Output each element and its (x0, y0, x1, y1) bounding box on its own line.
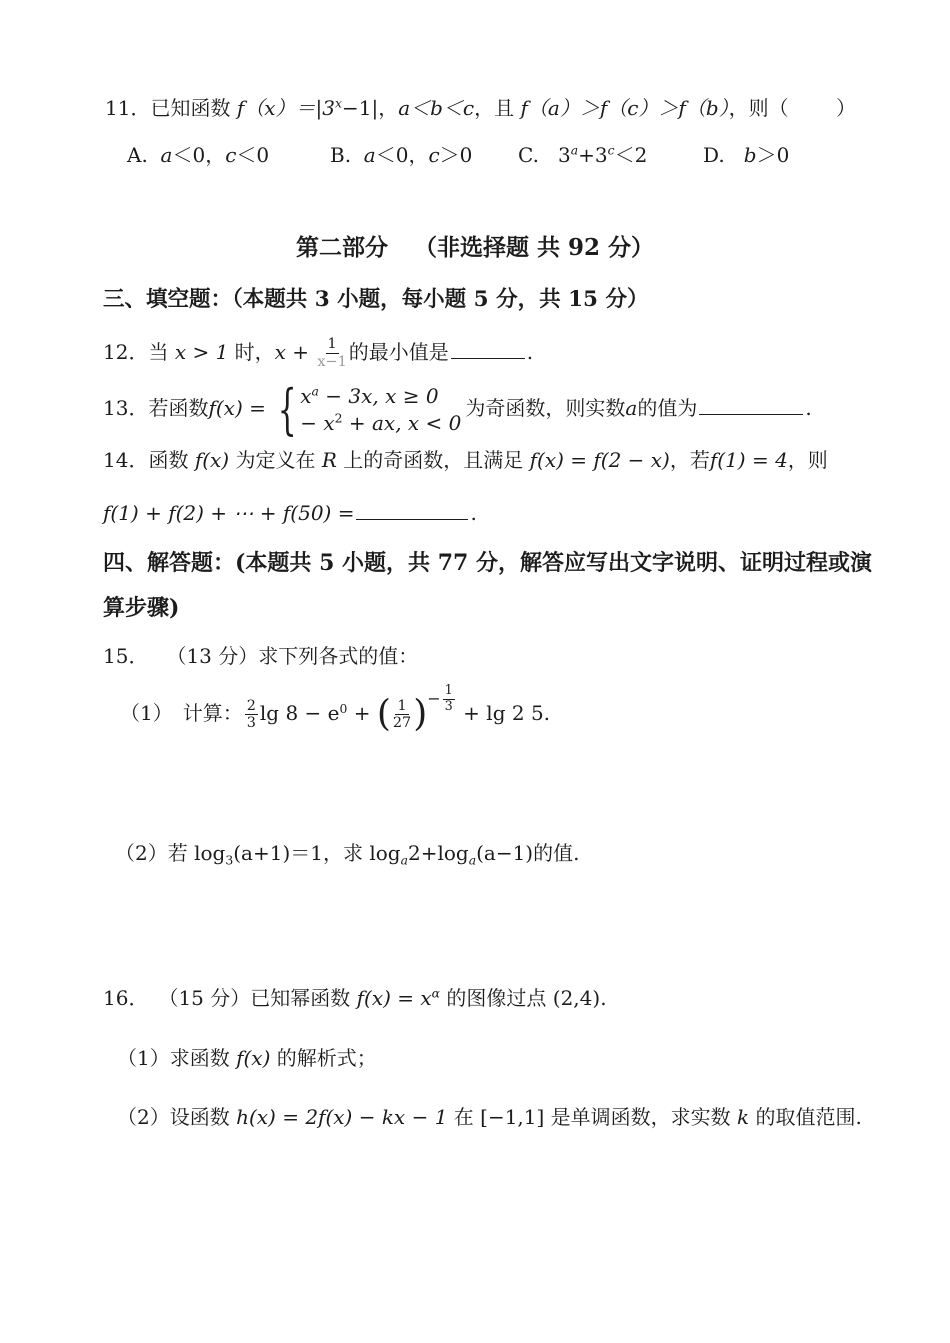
q12-answer-blank (451, 336, 525, 359)
q15-part2-text-b: (a+1)＝1，求 log (233, 841, 401, 865)
q15-part1-fraction-numerator: 2 (246, 697, 256, 714)
q13-text-3: 的值为 (637, 396, 698, 420)
q15-stem (103, 641, 418, 671)
q11-exponent: x (334, 95, 342, 111)
section3-heading-text: 三、填空题：（本题共 3 小题，每小题 5 分，共 15 分） (103, 287, 649, 312)
q14-relation: f(x) = f(2 − x) (529, 448, 670, 472)
q11-answer-paren-close (836, 93, 856, 123)
q11-option-b (330, 140, 472, 170)
q14-text-1: 函数 (148, 448, 195, 472)
q15-part1-exponent-denominator: 3 (444, 698, 453, 714)
q13-case-1-rest: − 3x, x ≥ 0 (318, 383, 439, 408)
q11-function-end: −1|， (341, 96, 399, 120)
option-a-rel-2: ＜0 (236, 143, 270, 167)
q14-stem-line2 (103, 497, 477, 528)
q15-part1-fraction (245, 698, 258, 732)
q12-end: . (526, 340, 534, 364)
q15-part2-sub-2: a (400, 852, 408, 868)
q12-text-3: 的最小值是 (348, 340, 449, 364)
option-a-var-2: c (225, 143, 237, 167)
q14-text-3: 上的奇函数，且满足 (336, 448, 530, 472)
option-c-sup-2: c (607, 142, 615, 158)
q13-text-1: 若函数 (148, 396, 209, 420)
option-c-label: C. (518, 143, 539, 167)
q13-case-1-sup: a (311, 383, 319, 399)
q16-text-1: 的图像过点 (440, 986, 553, 1010)
q12-fraction (317, 336, 346, 370)
q13-text-2: 为奇函数，则实数 (465, 396, 626, 420)
option-c-tail: ＜2 (614, 143, 648, 167)
option-b-var-1: a (363, 143, 376, 167)
q15-part1-inner-fraction (393, 698, 411, 732)
q15-part1-exponent-fraction (443, 684, 455, 714)
option-d-var: b (743, 143, 757, 167)
q12-stem (103, 336, 533, 371)
section3-heading (103, 285, 649, 315)
q15-part1-text: 计算： (182, 701, 243, 726)
q15-part1-expr-a: lg 8 − e (259, 701, 340, 726)
q15-part1-inner-numerator: 1 (397, 697, 407, 714)
q12-fraction-numerator: 1 (327, 336, 337, 353)
option-c-base-1: 3 (558, 143, 571, 167)
q14-stem-line1 (103, 445, 828, 475)
q16-end: . (600, 986, 607, 1010)
q11-option-a (127, 140, 269, 170)
section4-heading-line1 (103, 548, 872, 578)
q13-brace: { (277, 377, 297, 441)
option-b-rel-1: ＜0， (375, 143, 429, 167)
section4-heading-line2 (103, 593, 179, 623)
q16-part1-function: f(x) (236, 1046, 271, 1070)
q12-number: 12． (103, 340, 149, 364)
option-a-label: A. (127, 143, 148, 167)
q11-function: f（x）＝|3 (236, 96, 335, 120)
q15-part2-text-a: 若 log (167, 841, 226, 865)
q16-heading: （15 分）已知幂函数 (158, 986, 357, 1010)
option-c-sup-1: a (570, 142, 579, 158)
q15-part2-sub-3: a (468, 852, 477, 868)
q11-option-d (703, 140, 789, 170)
q16-part2-text-a: 设函数 (169, 1105, 237, 1129)
q16-part2-interval: [−1,1] (480, 1105, 545, 1129)
section4-heading-text-1: 四、解答题：(本题共 5 小题，共 77 分，解答应写出文字说明、证明过程或演 (103, 550, 872, 576)
q16-part2-expression: h(x) = 2f(x) − kx − 1 (236, 1105, 448, 1129)
q16-part2-label: （2） (117, 1105, 170, 1129)
q16-exponent: α (431, 985, 441, 1001)
q13-number: 13． (103, 396, 149, 420)
q16-stem (103, 983, 607, 1013)
option-d-label: D. (703, 143, 725, 167)
q11-option-c (518, 140, 647, 170)
option-b-rel-2: ＞0 (439, 143, 473, 167)
q13-function: f(x) = (208, 396, 266, 420)
q11-condition: a＜b＜c (398, 96, 475, 120)
q14-end: . (470, 501, 477, 525)
q14-sum: f(1) + f(2) + ⋯ + f(50) = (103, 501, 355, 525)
option-b-label: B. (330, 143, 352, 167)
q15-part2-text-d: (a−1)的值. (476, 841, 580, 865)
q14-domain: R (321, 448, 337, 472)
q16-part2 (117, 1102, 862, 1132)
q14-text-4: ，若 (669, 448, 710, 472)
q16-part1-label: （1） (117, 1046, 170, 1070)
q13-answer-blank (699, 392, 803, 415)
part2-heading (0, 233, 950, 263)
part2-title: 第二部分 (295, 234, 388, 261)
q13-stem (103, 377, 812, 441)
q13-case-1-base: x (300, 383, 312, 408)
q11-inequality: f（a）＞f（c）＞f（b） (520, 96, 729, 120)
q13-case-2-rest: + ax, x < 0 (342, 410, 462, 435)
q15-part1-left-paren: ( (376, 693, 391, 735)
option-c-mid: +3 (578, 143, 608, 167)
q13-case-1 (300, 383, 461, 410)
q15-number: 15． (103, 644, 149, 668)
q16-part2-text-d: 的取值范围. (749, 1105, 862, 1129)
q11-close-paren: ） (836, 96, 856, 120)
option-b-var-2: c (428, 143, 440, 167)
q15-part1-plus: + (347, 701, 377, 726)
q11-text-1: 已知函数 (150, 96, 237, 120)
q16-part1 (117, 1043, 377, 1073)
q14-answer-blank (356, 497, 468, 520)
q11-stem (105, 93, 789, 123)
q12-text-2: 时， (228, 340, 275, 364)
q16-point: (2,4) (552, 986, 601, 1010)
q14-text-5: ，则 (787, 448, 828, 472)
q13-variable: a (625, 396, 638, 420)
q14-text-2: 为定义在 (229, 448, 322, 472)
q15-part1-expr-c: + lg 2 5. (456, 701, 551, 726)
q16-part1-text-b: 的解析式； (270, 1046, 377, 1070)
section4-heading-text-2: 算步骤) (103, 595, 180, 621)
q15-part1 (120, 684, 550, 741)
q12-text-1: 当 (148, 340, 175, 364)
q14-function: f(x) (194, 448, 230, 472)
q15-part1-right-paren: ) (413, 693, 428, 735)
q13-end: . (805, 396, 812, 420)
q12-expression: x + (274, 340, 316, 364)
q15-heading: （13 分）求下列各式的值： (166, 644, 419, 668)
q11-text-3: ，则（ (728, 96, 789, 120)
q11-text-2: ，且 (474, 96, 521, 120)
option-d-rel: ＞0 (756, 143, 790, 167)
q16-function: f(x) = x (356, 986, 432, 1010)
q12-condition: x > 1 (174, 340, 229, 364)
q14-number: 14． (103, 448, 149, 472)
part2-subtitle: （非选择题 共 92 分） (413, 234, 655, 261)
q13-case-2-base: − x (300, 410, 335, 435)
q13-case-2-sup: 2 (334, 410, 343, 426)
option-a-var-1: a (160, 143, 173, 167)
q15-part2 (115, 838, 579, 868)
q12-fraction-denominator: x−1 (317, 354, 347, 370)
q16-part2-k: k (737, 1105, 750, 1129)
q15-part1-fraction-denominator: 3 (246, 715, 256, 732)
q16-part2-text-c: 是单调函数，求实数 (544, 1105, 738, 1129)
q15-part1-exponent-numerator: 1 (444, 683, 453, 698)
q15-part1-label: （1） (120, 701, 173, 726)
q15-part1-inner-denominator: 27 (392, 715, 412, 732)
q16-part2-text-b: 在 (447, 1105, 481, 1129)
q13-piecewise (270, 377, 462, 441)
q11-number: 11． (105, 96, 151, 120)
q15-part2-text-c: 2+log (407, 841, 469, 865)
q15-part2-label: （2） (115, 841, 168, 865)
q15-part2-sub-1: 3 (225, 852, 234, 868)
q14-given: f(1) = 4 (709, 448, 788, 472)
option-a-rel-1: ＜0， (172, 143, 226, 167)
q15-part1-exponent: − $\frac{1}{3}$ (427, 683, 453, 714)
q13-case-2 (300, 410, 461, 437)
q16-number: 16． (103, 986, 149, 1010)
q16-part1-text-a: 求函数 (169, 1046, 237, 1070)
q15-part1-exp-0: 0 (339, 700, 348, 716)
